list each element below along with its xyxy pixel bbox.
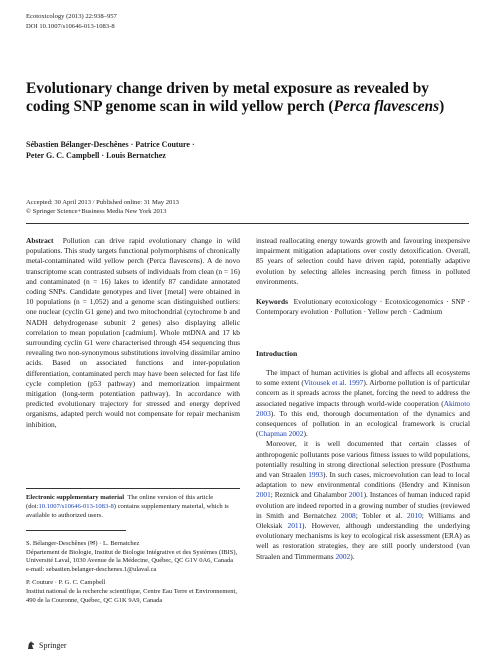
keywords-block (256, 297, 470, 317)
corresponding-email[interactable]: e-mail: sebastien.belanger-deschenes.1@ulaval.ca (26, 565, 157, 573)
citation-link[interactable]: 2010 (407, 510, 422, 520)
abstract-block (26, 236, 240, 430)
affiliation-1 (26, 540, 240, 574)
copyright: © Springer Science+Business Media New York 2013 (26, 208, 167, 215)
citation-link[interactable]: 1993 (308, 470, 323, 480)
intro-paragraph-2: Moreover, it is well documented that certain classes of anthropogenic pollutants pose various fitness issues to wild populations, potentially resulting in strong directional selection pressure (Posthuma and van Straalen 1993). In such cases, microevolution can lead to local adaptation to new environmental conditions (Hendry and Kinnison 2001; Reznick and Ghalambor 2001). Instances of human induced rapid evolution are indeed reported in a growing number of studies (reviewed in Smith and Bernatchez 2008; Tobler et al. 2010; Williams and Oleksiak 2011). However, although understanding the underlying evolutionary mechanisms is key to ecological risk assessment (ERA) as well as restoration strategies, they are still poorly understood (van Straalen and Timmermans 2002). (256, 439, 470, 561)
citation-link[interactable]: 2011 (287, 521, 303, 531)
accepted-published: Accepted: 30 April 2013 / Published online: 31 May 2013 (26, 199, 179, 206)
footnote-divider (26, 488, 240, 489)
title-close: ) (439, 98, 445, 115)
authors-line-1: Sébastien Bélanger-Deschênes · Patrice Couture · (26, 140, 195, 149)
header-divider (26, 223, 469, 224)
doi-link[interactable]: 10.1007/s10646-013-1083-8 (38, 502, 114, 510)
abstract-text: Pollution can drive rapid evolutionary change in wild populations. This study targets functional polymorphisms of chronically metal-contaminated wild yellow perch (Perca flavescens). A de novo transcriptome scan contrasted subsets of individuals from clean (n = 16) and contaminated (n = 16) lakes to identify 87 candidate annotated coding SNPs. Candidate genotypes and liver [metal] were obtained in 10 populations (n = 1,052) and a genome scan distinguished outliers: one nuclear (cyclin G1 gene) and two mitochondrial (cytochrome b and NADH dehydrogenase subunit 2 genes) also displaying allelic correlation to mean population [cadmium]. Whole mtDNA and 17 kb surrounding cyclin G1 were characterised through 454 sequencing thus revealing two non-synonymous substitutions involving dissimilar amino acids. Based on associated functions and inter-population differentiation, contaminated perch may have been selected for fast life cycle completion (p53 pathway) and memorization impairment mitigation (long-term potentiation pathway). In accordance with predicted evolutionary trajectory for stressed and energy deprived organisms, adapted perch would not compensate for repair mechanism inhibition, (26, 236, 240, 429)
journal-citation: Ecotoxicology (2013) 22:938–957 (26, 13, 117, 20)
abstract-label: Abstract (26, 236, 54, 245)
paper-title (26, 80, 466, 116)
springer-horse-icon (26, 640, 36, 650)
citation-link[interactable]: 2002 (335, 551, 351, 561)
journal-header (26, 12, 117, 31)
author-list (26, 139, 426, 161)
introduction-heading: Introduction (256, 349, 298, 358)
publisher-name: Springer (39, 640, 67, 650)
keywords-text: Evolutionary ecotoxicology · Ecotoxicogenomics · SNP · Contemporary evolution · Pollution · Yellow perch · Cadmium (256, 297, 470, 317)
abstract-continuation (256, 236, 470, 287)
affiliation-2 (26, 579, 240, 605)
affiliation-2-names: P. Couture · P. G. C. Campbell (26, 579, 106, 587)
introduction-body (256, 368, 470, 562)
affiliation-divider (26, 530, 126, 531)
keywords-label: Keywords (256, 297, 289, 306)
citation-link[interactable]: Chapman 2002 (258, 429, 304, 439)
doi-line: DOI 10.1007/s10646-013-1083-8 (26, 22, 115, 30)
authors-line-2: Peter G. C. Campbell · Louis Bernatchez (26, 151, 166, 160)
affiliation-1-address: Département de Biologie, Institut de Biologie Intégrative et des Systèmes (IBIS), Université Laval, 1030 Avenue de la Médecine, Québec, QC G1V 0A6, Canada (26, 548, 238, 565)
affiliations (26, 540, 240, 610)
title-main: Evolutionary change driven by metal exposure as revealed by coding SNP genome scan in wild yellow perch ( (26, 80, 430, 115)
publication-dates (26, 198, 179, 216)
citation-link[interactable]: Akimoto 2003 (256, 398, 470, 418)
esm-label: Electronic supplementary material (26, 494, 125, 501)
affiliation-1-names: S. Bélanger-Deschênes (✉) · L. Bernatchez (26, 540, 140, 547)
abstract-continuation-text: instead reallocating energy towards growth and favouring inexpensive impairment mitigation adaptations over costly detoxification. Overall, 85 years of selection could have driven rapid, potentially adaptive evolution by selecting alleles increasing perch fitness in polluted environments. (256, 236, 470, 286)
intro-paragraph-1: The impact of human activities is global and affects all ecosystems to some extent (Vitousek et al. 1997). Airborne pollution is of particular concern as it spreads across the planet, forcing the need to address the associated negative impacts through world-wide cooperation (Akimoto 2003). To this end, thorough documentation of the dynamics and consequences of pollution in an ecological framework is crucial (Chapman 2002). (256, 368, 470, 439)
citation-link[interactable]: 2001 (348, 490, 364, 500)
publisher-footer (26, 640, 67, 650)
citation-link[interactable]: 2008 (340, 510, 356, 520)
title-species: Perca flavescens (333, 98, 440, 115)
affiliation-2-address: Institut national de la recherche scientifique, Centre Eau Terre et Environnement, 490 de la Couronne, Québec, QC G1K 9A9, Canada (26, 587, 237, 604)
supplementary-note: Electronic supplementary material The online version of this article (doi:10.1007/s10646-013-1083-8) contains supplementary material, which is available to authorized users. (26, 494, 229, 519)
citation-link[interactable]: 2001 (256, 490, 271, 500)
citation-link[interactable]: Vitousek et al. 1997 (303, 378, 364, 388)
